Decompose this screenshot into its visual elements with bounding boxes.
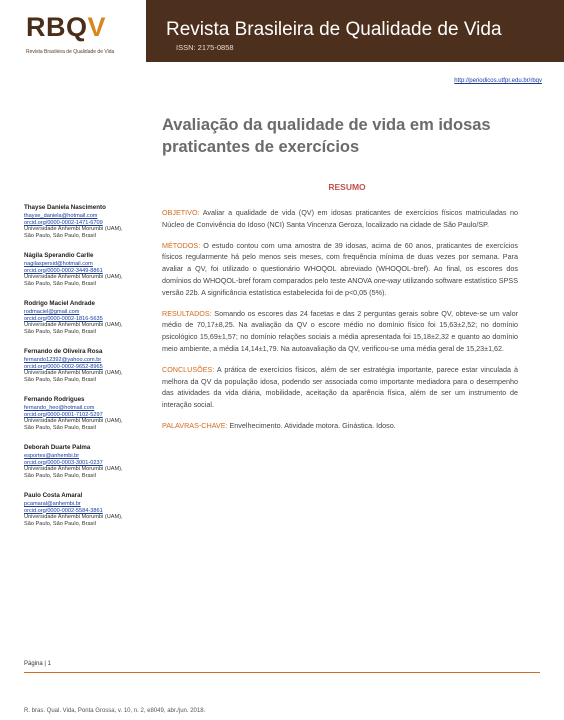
author-email-link[interactable]: fernando_heo@hotmail.com	[24, 404, 95, 411]
abstract-methods	[162, 240, 518, 299]
objective-label: OBJETIVO:	[162, 208, 200, 217]
author-location: São Paulo, São Paulo, Brasil	[24, 425, 96, 432]
author-entry	[24, 493, 154, 528]
author-name: Thayse Daniela Nascimento	[24, 204, 106, 211]
author-affiliation: Universidade Anhembi Morumbi (UAM),	[24, 274, 123, 281]
citation-footer: R. bras. Qual. Vida, Ponta Grossa, v. 10, n. 2, e8049, abr./jun. 2018.	[24, 708, 206, 714]
author-name: Fernando Rodrigues	[24, 395, 85, 403]
author-location: São Paulo, São Paulo, Brasil	[24, 473, 96, 480]
header-banner	[146, 0, 564, 62]
author-email-link[interactable]: rodmaciel@gmail.com	[24, 308, 80, 315]
author-orcid-link[interactable]: orcid.org/0000-0002-3449-8861	[24, 267, 103, 274]
keywords-label: PALAVRAS-CHAVE:	[162, 420, 228, 430]
keywords-text: Envelhecimento. Atividade motora. Ginástica. Idoso.	[227, 420, 396, 430]
journal-logo	[0, 0, 146, 64]
author-email-link[interactable]: nagilaspersid@hotmail.com	[24, 260, 93, 267]
journal-title: Revista Brasileira de Qualidade de Vida	[166, 19, 502, 40]
results-text: Somando os escores das 24 facetas e das 2 perguntas gerais sobre QV, obteve-se um valor médio de 70,17±8,25. Na avaliação da QV o escore médio no domínio físico foi 15,63±2,52; no domínio psicológico 15,69±1,57; no domínio relações sociais a média apresentada foi 15,18±2,32 e quanto ao domínio meio ambiente, a média 14,14±1,79. Na autoavaliação da QV, verificou-se uma média geral de 15,23±1,62.	[162, 308, 518, 353]
abstract-body	[162, 207, 518, 441]
author-name: Rodrigo Maciel Andrade	[24, 299, 95, 307]
logo-subtitle: Revista Brasileira de Qualidade de Vida	[26, 49, 115, 55]
author-entry	[24, 253, 154, 288]
methods-italic: one-way	[373, 275, 401, 285]
author-name: Nágila Sperandio Carlle	[24, 251, 94, 259]
logo-wordmark	[26, 12, 106, 43]
journal-header	[0, 0, 564, 64]
methods-label: MÉTODOS:	[162, 240, 201, 250]
abstract-results	[162, 308, 518, 355]
author-affiliation: Universidade Anhembi Morumbi (UAM),	[24, 226, 123, 233]
author-orcid-link[interactable]: orcid.org/0000-0002-1471-6709	[24, 219, 103, 226]
conclusions-label: CONCLUSÕES:	[162, 364, 215, 374]
author-orcid-link[interactable]: orcid.org/0000-0003-3001-0237	[24, 459, 103, 466]
footer-divider	[24, 672, 540, 673]
logo-main-text: RBQ	[26, 12, 88, 42]
methods-text-1: O estudo contou com uma amostra de 39 idosas, acima de 60 anos, praticantes de exercícios físicos regularmente há pelo menos seis meses, com frequência mínima de duas vezes por semana. Para avaliar a QV, foi utilizado o questionário WHOQOL abreviado (WHOQOL-bref). Ao final, os escores dos domínios do WHOQOL-bref foram comparados pelo teste ANOVA	[162, 240, 518, 285]
conclusions-text: A prática de exercícios físicos, além de ser estratégia importante, parece estar vinculada à melhora da QV da população idosa, podendo ser associada como importante mediadora para o desempenho das atividades da vida diária, mobilidade, aceitação da aparência física, além de ser um instrumento de interação social.	[162, 364, 518, 410]
author-name: Paulo Costa Amaral	[24, 491, 83, 499]
author-affiliation: Universidade Anhembi Morumbi (UAM),	[24, 322, 123, 329]
author-entry	[24, 205, 154, 240]
author-affiliation: Universidade Anhembi Morumbi (UAM),	[24, 466, 123, 473]
author-location: São Paulo, São Paulo, Brasil	[24, 329, 96, 336]
author-email-link[interactable]: thayse_daniela@hotmail.com	[24, 212, 98, 219]
author-affiliation: Universidade Anhembi Morumbi (UAM),	[24, 418, 123, 425]
abstract-heading: RESUMO	[328, 182, 366, 192]
abstract-keywords	[162, 420, 518, 432]
author-orcid-link[interactable]: orcid.org/0000-0001-7102-5297	[24, 411, 103, 418]
author-orcid-link[interactable]: orcid.org/0000-0002-9652-8965	[24, 363, 103, 370]
author-location: São Paulo, São Paulo, Brasil	[24, 377, 96, 384]
article-title: Avaliação da qualidade de vida em idosas praticantes de exercícios	[162, 116, 491, 156]
author-location: São Paulo, São Paulo, Brasil	[24, 281, 96, 288]
results-label: RESULTADOS:	[162, 308, 212, 318]
abstract-objective	[162, 207, 518, 231]
author-affiliation: Universidade Anhembi Morumbi (UAM),	[24, 514, 123, 521]
logo-v-text: V	[87, 12, 107, 42]
author-entry	[24, 349, 154, 384]
author-email-link[interactable]: fernando12392@yahoo.com.br	[24, 356, 102, 363]
author-email-link[interactable]: pcamaral@anhembi.br	[24, 500, 81, 507]
issn: ISSN: 2175-0858	[176, 43, 234, 52]
author-name: Fernando de Oliveira Rosa	[24, 347, 103, 355]
author-orcid-link[interactable]: orcid.org/0000-0002-5584-3861	[24, 507, 103, 514]
author-entry	[24, 445, 154, 480]
author-entry	[24, 301, 154, 336]
journal-url-link[interactable]: http://periodicos.utfpr.edu.br/rbqv	[454, 78, 542, 84]
methods-text-2: utilizando software estatístico SPSS versão 22b. A significância estatística estabelecida foi de p<0,05 (5%).	[162, 275, 518, 297]
objective-text: Avaliar a qualidade de vida (QV) em idosas praticantes de exercícios físicos matriculadas no Núcleo de Convivência do Idoso (NCI) Santa Vincenza Geroza, localizado na cidade de São Paulo/SP.	[162, 208, 518, 229]
author-affiliation: Universidade Anhembi Morumbi (UAM),	[24, 370, 123, 377]
author-entry	[24, 397, 154, 432]
author-list	[24, 205, 154, 541]
author-name: Deborah Duarte Palma	[24, 443, 91, 451]
author-location: São Paulo, São Paulo, Brasil	[24, 233, 96, 240]
abstract-conclusions	[162, 364, 518, 411]
author-location: São Paulo, São Paulo, Brasil	[24, 521, 96, 528]
page-number: Página | 1	[24, 661, 51, 667]
author-email-link[interactable]: esportes@anhembi.br	[24, 452, 80, 459]
author-orcid-link[interactable]: orcid.org/0000-0002-1816-5635	[24, 315, 103, 322]
